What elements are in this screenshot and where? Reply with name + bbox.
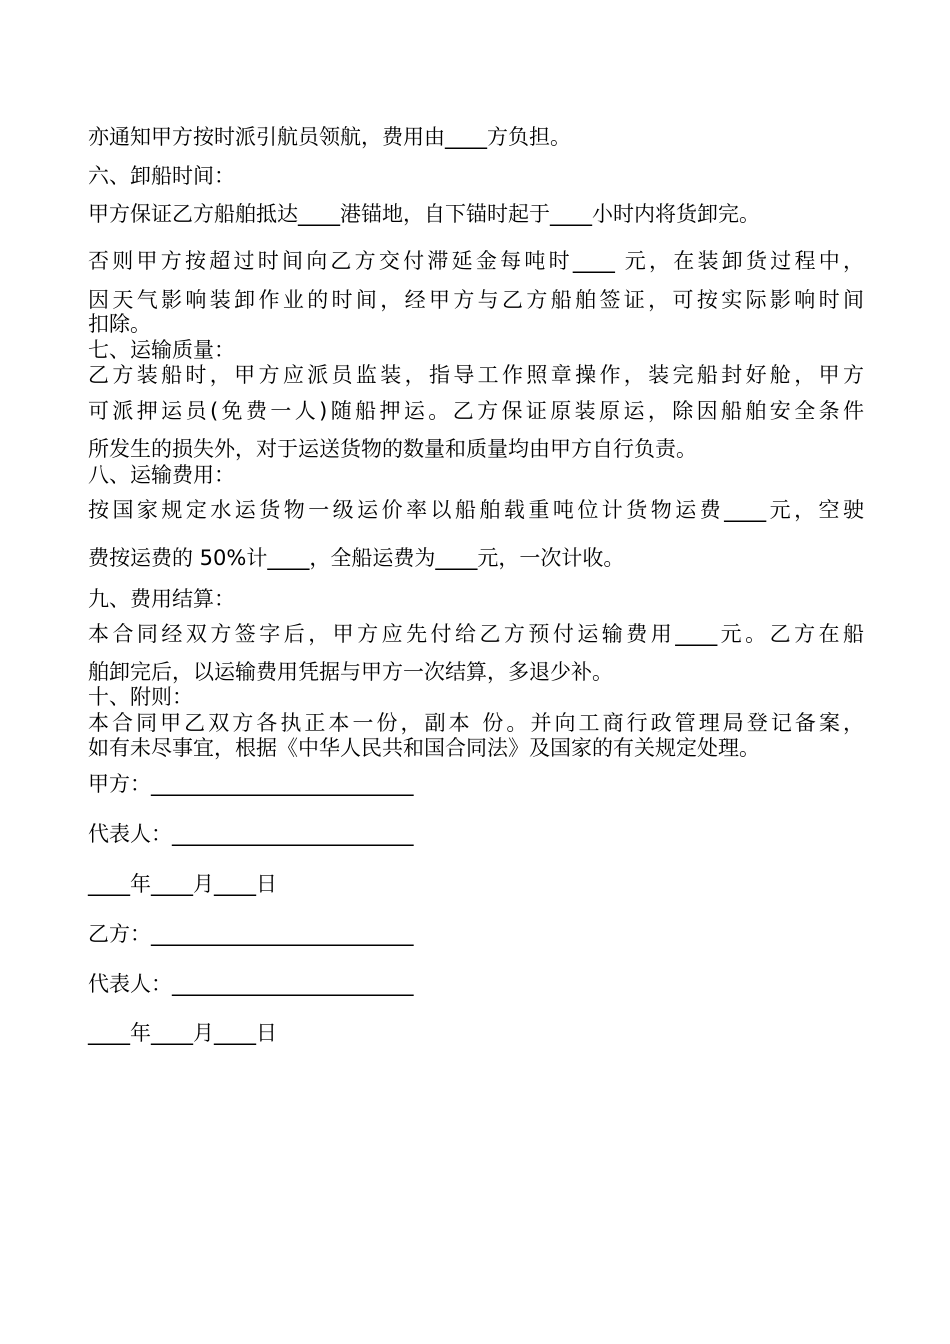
signature-party-b: 乙方：_________________________	[88, 922, 414, 946]
section-heading-transport-fees: 八、运输费用：	[88, 463, 235, 487]
paragraph-line: 本合同经双方签字后，甲方应先付给乙方预付运输费用____元。乙方在船	[88, 622, 864, 646]
paragraph-line: 否则甲方按超过时间向乙方交付滞延金每吨时____ 元，在装卸货过程中，	[88, 249, 864, 273]
paragraph-line: 可派押运员(免费一人)随船押运。乙方保证原装原运，除因船舶安全条件	[88, 399, 864, 423]
paragraph-line: 费按运费的 50%计____，全船运费为____元，一次计收。	[88, 546, 625, 570]
paragraph-line: 乙方装船时，甲方应派员监装，指导工作照章操作，装完船封好舱，甲方	[88, 363, 864, 387]
signature-party-a: 甲方：_________________________	[88, 772, 414, 796]
section-heading-unloading-time: 六、卸船时间：	[88, 164, 235, 188]
section-heading-supplementary: 十、附则：	[88, 685, 193, 709]
paragraph-line: 舶卸完后，以运输费用凭据与甲方一次结算，多退少补。	[88, 660, 613, 684]
paragraph-line: 所发生的损失外，对于运送货物的数量和质量均由甲方自行负责。	[88, 437, 697, 461]
paragraph-line: 如有未尽事宜，根据《中华人民共和国合同法》及国家的有关规定处理。	[88, 736, 760, 760]
paragraph-line: 甲方保证乙方船舶抵达____港锚地，自下锚时起于____小时内将货卸完。	[88, 202, 760, 226]
paragraph-line: 按国家规定水运货物一级运价率以船舶载重吨位计货物运费____元，空驶	[88, 498, 864, 522]
section-heading-transport-quality: 七、运输质量：	[88, 338, 235, 362]
paragraph-line: 亦通知甲方按时派引航员领航，费用由____方负担。	[88, 125, 571, 149]
signature-representative-a: 代表人：_______________________	[88, 822, 414, 846]
signature-date-b: ____年____月____日	[88, 1021, 277, 1045]
paragraph-line: 本合同甲乙双方各执正本一份，副本 份。并向工商行政管理局登记备案，	[88, 711, 864, 735]
paragraph-line: 因天气影响装卸作业的时间，经甲方与乙方船舶签证，可按实际影响时间	[88, 288, 864, 312]
signature-representative-b: 代表人：_______________________	[88, 972, 414, 996]
signature-date-a: ____年____月____日	[88, 872, 277, 896]
paragraph-line: 扣除。	[88, 312, 151, 336]
section-heading-fee-settlement: 九、费用结算：	[88, 587, 235, 611]
